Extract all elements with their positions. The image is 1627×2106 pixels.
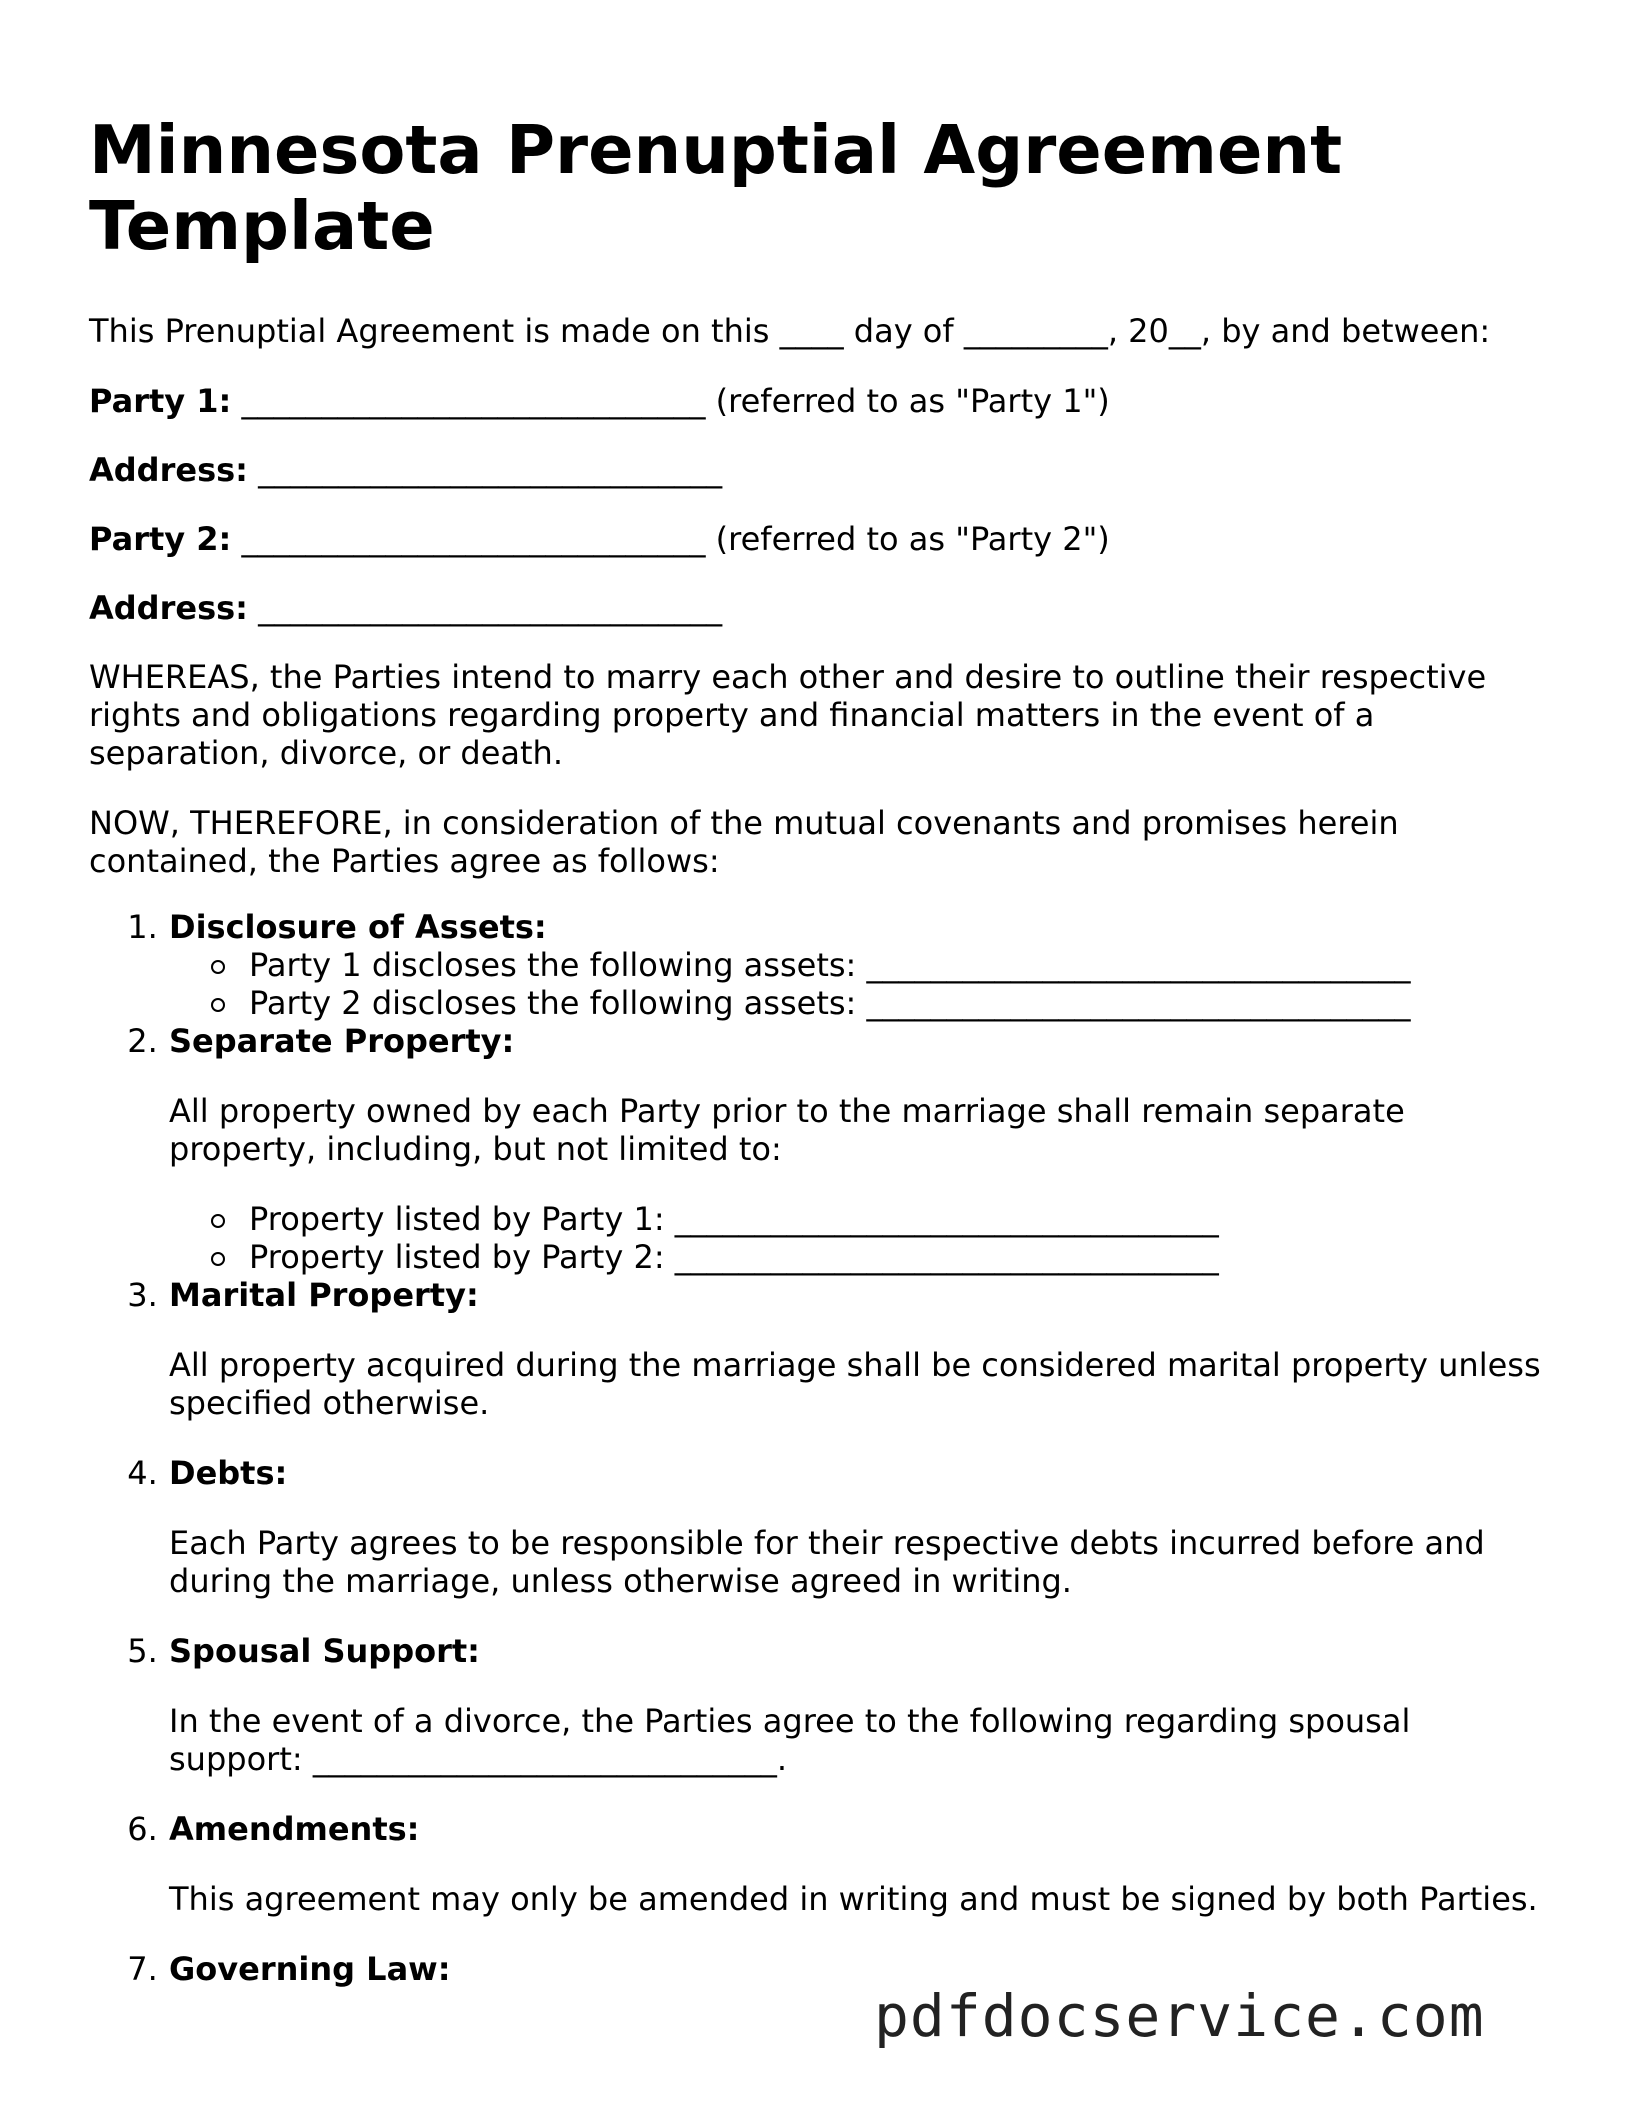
party1-row bbox=[89, 382, 1549, 420]
section-body: All property owned by each Party prior to the marriage shall remain separate property, including, but not limited to: bbox=[169, 1092, 1405, 1168]
list-item: Party 2 discloses the following assets: __________________________________ bbox=[209, 984, 1549, 1022]
address2-row bbox=[89, 589, 1549, 627]
sub-list bbox=[169, 946, 1549, 1022]
list-item: Property listed by Party 1: __________________________________ bbox=[209, 1200, 1549, 1238]
address2-label: Address: bbox=[89, 589, 248, 627]
party2-row bbox=[89, 520, 1549, 558]
section-title: Marital Property: bbox=[169, 1276, 479, 1314]
section-title: Governing Law: bbox=[169, 1950, 451, 1988]
address1-field: _____________________________ bbox=[258, 451, 723, 489]
section-debts bbox=[168, 1454, 1549, 1600]
party2-label: Party 2: bbox=[89, 520, 232, 558]
party1-label: Party 1: bbox=[89, 382, 232, 420]
sub-list bbox=[169, 1200, 1549, 1276]
section-title: Debts: bbox=[169, 1454, 288, 1492]
section-disclosure bbox=[168, 908, 1549, 1022]
section-title: Amendments: bbox=[169, 1810, 420, 1848]
section-body: Each Party agrees to be responsible for their respective debts incurred before and during the marriage, unless otherwise agreed in writing. bbox=[169, 1524, 1485, 1600]
section-body: In the event of a divorce, the Parties agree to the following regarding spousal support: _____________________________. bbox=[169, 1702, 1411, 1778]
party2-field: _____________________________ (referred to as "Party 2") bbox=[241, 520, 1110, 558]
section-spousal-support bbox=[168, 1632, 1549, 1778]
party1-field: _____________________________ (referred to as "Party 1") bbox=[241, 382, 1110, 420]
address2-field: _____________________________ bbox=[258, 589, 723, 627]
section-title: Separate Property: bbox=[169, 1022, 515, 1060]
address1-row bbox=[89, 451, 1549, 489]
address1-label: Address: bbox=[89, 451, 248, 489]
section-body: This agreement may only be amended in writing and must be signed by both Parties. bbox=[169, 1880, 1538, 1918]
list-item: Property listed by Party 2: __________________________________ bbox=[209, 1238, 1549, 1276]
watermark: pdfdocservice.com bbox=[874, 1982, 1485, 2050]
list-item: Party 1 discloses the following assets: __________________________________ bbox=[209, 946, 1549, 984]
therefore-paragraph: NOW, THEREFORE, in consideration of the mutual covenants and promises herein contained, the Parties agree as follows: bbox=[89, 804, 1399, 880]
section-title: Disclosure of Assets: bbox=[169, 908, 547, 946]
intro-line: This Prenuptial Agreement is made on this ____ day of _________, 20__, by and between: bbox=[89, 312, 1491, 350]
section-title: Spousal Support: bbox=[169, 1632, 480, 1670]
section-amendments bbox=[168, 1810, 1549, 1918]
sections-list bbox=[89, 908, 1549, 1988]
section-marital-property bbox=[168, 1276, 1549, 1422]
page-title: Minnesota Prenuptial Agreement Template bbox=[89, 111, 1343, 265]
section-separate-property bbox=[168, 1022, 1549, 1276]
document-page bbox=[89, 112, 1549, 1988]
whereas-paragraph: WHEREAS, the Parties intend to marry each other and desire to outline their respective rights and obligations regarding property and financial matters in the event of a separation, divorce, or death. bbox=[89, 658, 1487, 772]
section-body: All property acquired during the marriage shall be considered marital property unless specified otherwise. bbox=[169, 1346, 1541, 1422]
